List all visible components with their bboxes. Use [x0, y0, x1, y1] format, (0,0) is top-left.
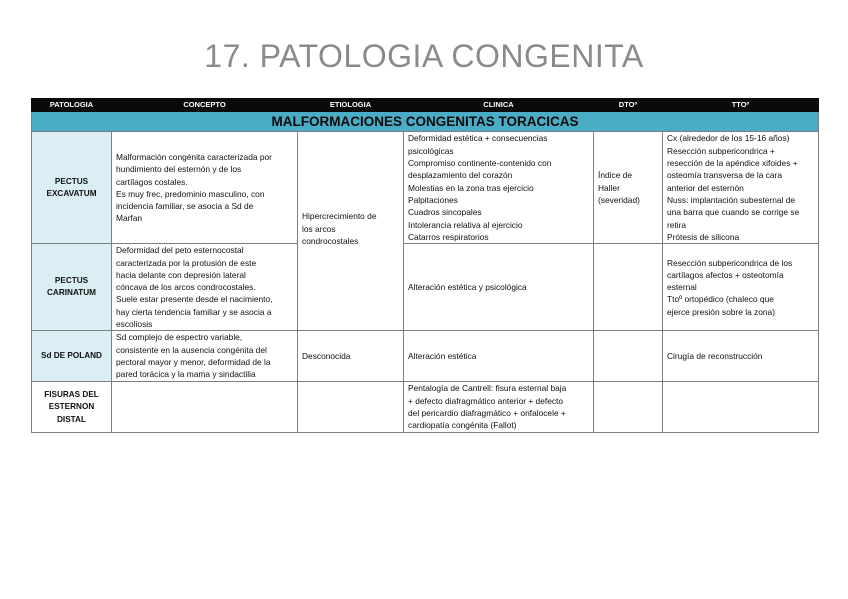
cell-tto [663, 382, 819, 433]
cell-line: DISTAL [57, 414, 86, 424]
header-clinica: CLINICA [404, 99, 594, 112]
pathology-table [31, 98, 819, 433]
cell-clinica [404, 244, 594, 331]
cell-line: psicológicas [408, 145, 454, 156]
cell-dto [594, 132, 663, 244]
cell-line: Sd DE POLAND [41, 351, 102, 361]
cell-concepto [112, 132, 298, 244]
cell-line: Cx (alrededor de los 15-16 años) [667, 133, 790, 144]
cell-tto [663, 244, 819, 331]
header-patologia: PATOLOGIA [32, 99, 112, 112]
cell-line: Compromiso continente-contenido con [408, 158, 552, 169]
cell-line: Cirugía de reconstrucción [667, 351, 763, 362]
table-row [32, 244, 819, 331]
section-row [32, 112, 819, 132]
cell-line: osteomía transversa de la cara [667, 170, 782, 181]
cell-line: Alteración estética y psicológica [408, 282, 527, 293]
cell-line: Sd complejo de espectro variable, [116, 332, 243, 343]
header-row [32, 99, 819, 112]
cell-line: una barra que cuando se corrige se [667, 207, 800, 218]
cell-line: del pericardio diafragmático + onfalocele + [408, 407, 566, 418]
cell-line: hacia delante con depresión lateral [116, 269, 246, 280]
cell-line: FISURAS DEL [44, 389, 99, 399]
cell-line: Deformidad del peto esternocostal [116, 245, 244, 256]
cell-concepto [112, 331, 298, 382]
cell-line: PECTUS [54, 176, 89, 186]
cell-line: escoliosis [116, 319, 153, 330]
cell-line: desplazamiento del corazón [408, 170, 513, 181]
cell-line: Palpitaciones [408, 194, 458, 205]
table-row [32, 132, 819, 244]
cell-line: Cuadros sincopales [408, 207, 482, 218]
section-title: MALFORMACIONES CONGENITAS TORACICAS [32, 112, 819, 132]
cell-tto [663, 132, 819, 244]
cell-line: pectoral mayor y menor, deformidad de la [116, 356, 271, 367]
cell-line: Resección subpericondrica + [667, 145, 775, 156]
cell-line: los arcos [302, 223, 336, 234]
cell-line: incidencia familiar, se asocia a Sd de [116, 201, 254, 212]
cell-line: Prótesis de silicona [667, 231, 740, 242]
table-row [32, 331, 819, 382]
cell-line: condrocostales [302, 235, 359, 246]
cell-line: (severidad) [598, 194, 640, 205]
cell-clinica [404, 132, 594, 244]
cell-line: retira [667, 219, 687, 230]
cell-dto [594, 244, 663, 331]
cell-line: Intolerancia relativa al ejercicio [408, 219, 523, 230]
cell-etiologia [298, 132, 404, 331]
cell-line: cartílagos afectos + osteotomía [667, 269, 784, 280]
cell-line: ESTERNON [48, 402, 95, 412]
cell-line: cardiopatía congénita (Fallot) [408, 420, 517, 431]
page-title: 17. PATOLOGIA CONGENITA [204, 38, 644, 74]
cell-line: PECTUS [54, 276, 89, 286]
cell-line: Marfan [116, 213, 143, 224]
cell-line: Ttoº ortopédico (chaleco que [667, 294, 774, 305]
cell-line: Índice de [598, 170, 632, 181]
cell-etiologia [298, 331, 404, 382]
cell-dto [594, 382, 663, 433]
cell-dto [594, 331, 663, 382]
cell-line: Haller [598, 182, 620, 193]
cell-patologia [32, 382, 112, 433]
header-etiologia: ETIOLOGIA [298, 99, 404, 112]
header-concepto: CONCEPTO [112, 99, 298, 112]
cell-line: Es muy frec, predominio masculino, con [116, 188, 265, 199]
cell-line: Alteración estética [408, 351, 477, 362]
cell-line: Pentalogía de Cantrell: fisura esternal baja [408, 383, 567, 394]
cell-line: EXCAVATUM [46, 188, 97, 198]
cell-line: hundimiento del esternón y de los [116, 164, 242, 175]
cell-patologia [32, 244, 112, 331]
cell-line: + defecto diafragmático anterior + defecto [408, 395, 564, 406]
cell-clinica [404, 331, 594, 382]
cell-line: Suele estar presente desde el nacimiento, [116, 294, 273, 305]
cell-line: consistente en la ausencia congénita del [116, 344, 267, 355]
cell-line: anterior del esternón [667, 182, 744, 193]
cell-patologia [32, 132, 112, 244]
cell-patologia [32, 331, 112, 382]
cell-line: Hipercrecimiento de [302, 211, 377, 222]
cell-line: Molestias en la zona tras ejercicio [408, 182, 534, 193]
cell-line: cartílagos costales. [116, 176, 188, 187]
cell-clinica [404, 382, 594, 433]
cell-line: cóncava de los arcos condrocostales. [116, 282, 256, 293]
cell-line: Catarros respiratorios [408, 231, 489, 242]
cell-concepto [112, 244, 298, 331]
cell-line: pared torácica y la mama y sindactilia [116, 369, 256, 380]
cell-line: CARINATUM [47, 288, 96, 298]
table-row [32, 382, 819, 433]
cell-line: resección de la apéndice xifoides + [667, 158, 798, 169]
cell-line: caracterizada por la protusión de este [116, 257, 257, 268]
cell-line: Nuss: implantación subesternal de [667, 194, 796, 205]
cell-line: Desconocida [302, 351, 351, 362]
cell-etiologia [298, 382, 404, 433]
cell-tto [663, 331, 819, 382]
cell-line: ejerce presión sobre la zona) [667, 306, 776, 317]
cell-concepto [112, 382, 298, 433]
cell-line: Resección subpericondrica de los [667, 257, 793, 268]
cell-line: Malformación congénita caracterizada por [116, 151, 272, 162]
header-dto: DTOº [594, 99, 663, 112]
header-tto: TTOº [663, 99, 819, 112]
cell-line: hay cierta tendencia familiar y se asocia a [116, 306, 272, 317]
cell-line: Deformidad estética + consecuencias [408, 133, 548, 144]
cell-line: esternal [667, 282, 697, 293]
